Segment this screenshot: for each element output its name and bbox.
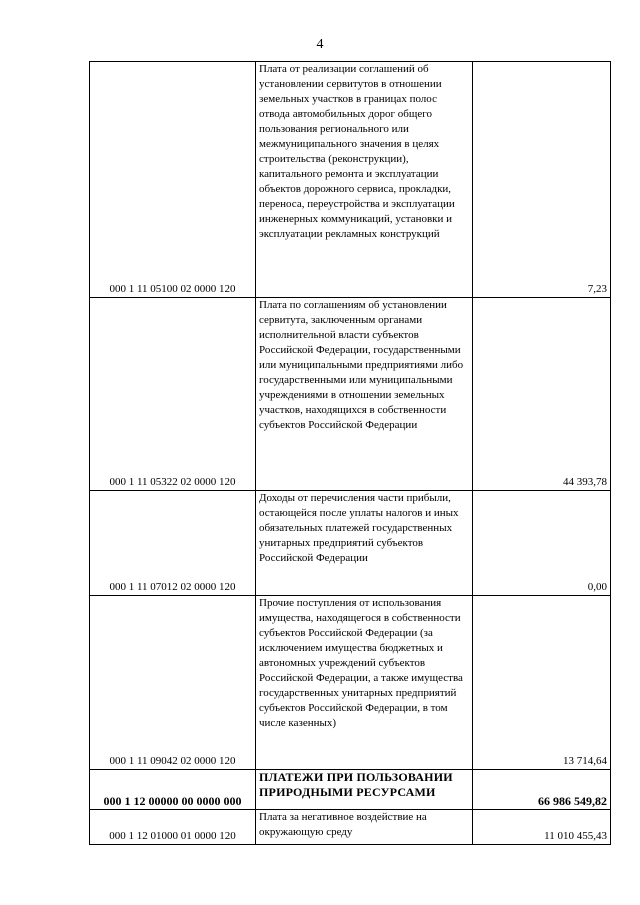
row-amount: 13 714,64 (473, 596, 611, 770)
row-name: Доходы от перечисления части прибыли, остающейся после уплаты налогов и иных обязательных платежей государственных унитарных предприятий субъектов Российской Федерации (256, 491, 473, 596)
row-amount: 44 393,78 (473, 298, 611, 491)
row-amount: 66 986 549,82 (473, 770, 611, 810)
row-name: Плата по соглашениям об установлении сервитута, заключенным органами исполнительной власти субъектов Российской Федерации, государственными или муниципальными предприятиями либо государственными или муниципальными учреждениями в отношении земельных участков, находящихся в собственности субъектов Российской Федерации (256, 298, 473, 491)
row-code: 000 1 11 05322 02 0000 120 (90, 298, 256, 491)
row-code: 000 1 11 07012 02 0000 120 (90, 491, 256, 596)
table-row-section (90, 770, 611, 810)
row-amount: 0,00 (473, 491, 611, 596)
row-code: 000 1 11 05100 02 0000 120 (90, 62, 256, 298)
revenue-table (89, 61, 611, 845)
row-name: ПЛАТЕЖИ ПРИ ПОЛЬЗОВАНИИ ПРИРОДНЫМИ РЕСУРСАМИ (256, 770, 473, 810)
table-row (90, 491, 611, 596)
table-row (90, 298, 611, 491)
row-code: 000 1 11 09042 02 0000 120 (90, 596, 256, 770)
table-row (90, 810, 611, 845)
row-code: 000 1 12 00000 00 0000 000 (90, 770, 256, 810)
row-amount: 11 010 455,43 (473, 810, 611, 845)
row-name: Плата от реализации соглашений об установлении сервитутов в отношении земельных участков в границах полос отвода автомобильных дорог общего пользования регионального или межмуниципального значения в целях строительства (реконструкции), капитального ремонта и эксплуатации объектов дорожного сервиса, прокладки, переноса, переустройства и эксплуатации инженерных коммуникаций, установки и эксплуатации рекламных конструкций (256, 62, 473, 298)
row-name: Прочие поступления от использования имущества, находящегося в собственности субъектов Российской Федерации (за исключением имущества бюджетных и автономных учреждений субъектов Российской Федерации, а также имущества государственных унитарных предприятий субъектов Российской Федерации, в том числе казенных) (256, 596, 473, 770)
table-row (90, 596, 611, 770)
page-number: 4 (316, 37, 324, 52)
row-name: Плата за негативное воздействие на окружающую среду (256, 810, 473, 845)
row-amount: 7,23 (473, 62, 611, 298)
row-code: 000 1 12 01000 01 0000 120 (90, 810, 256, 845)
table-row (90, 62, 611, 298)
